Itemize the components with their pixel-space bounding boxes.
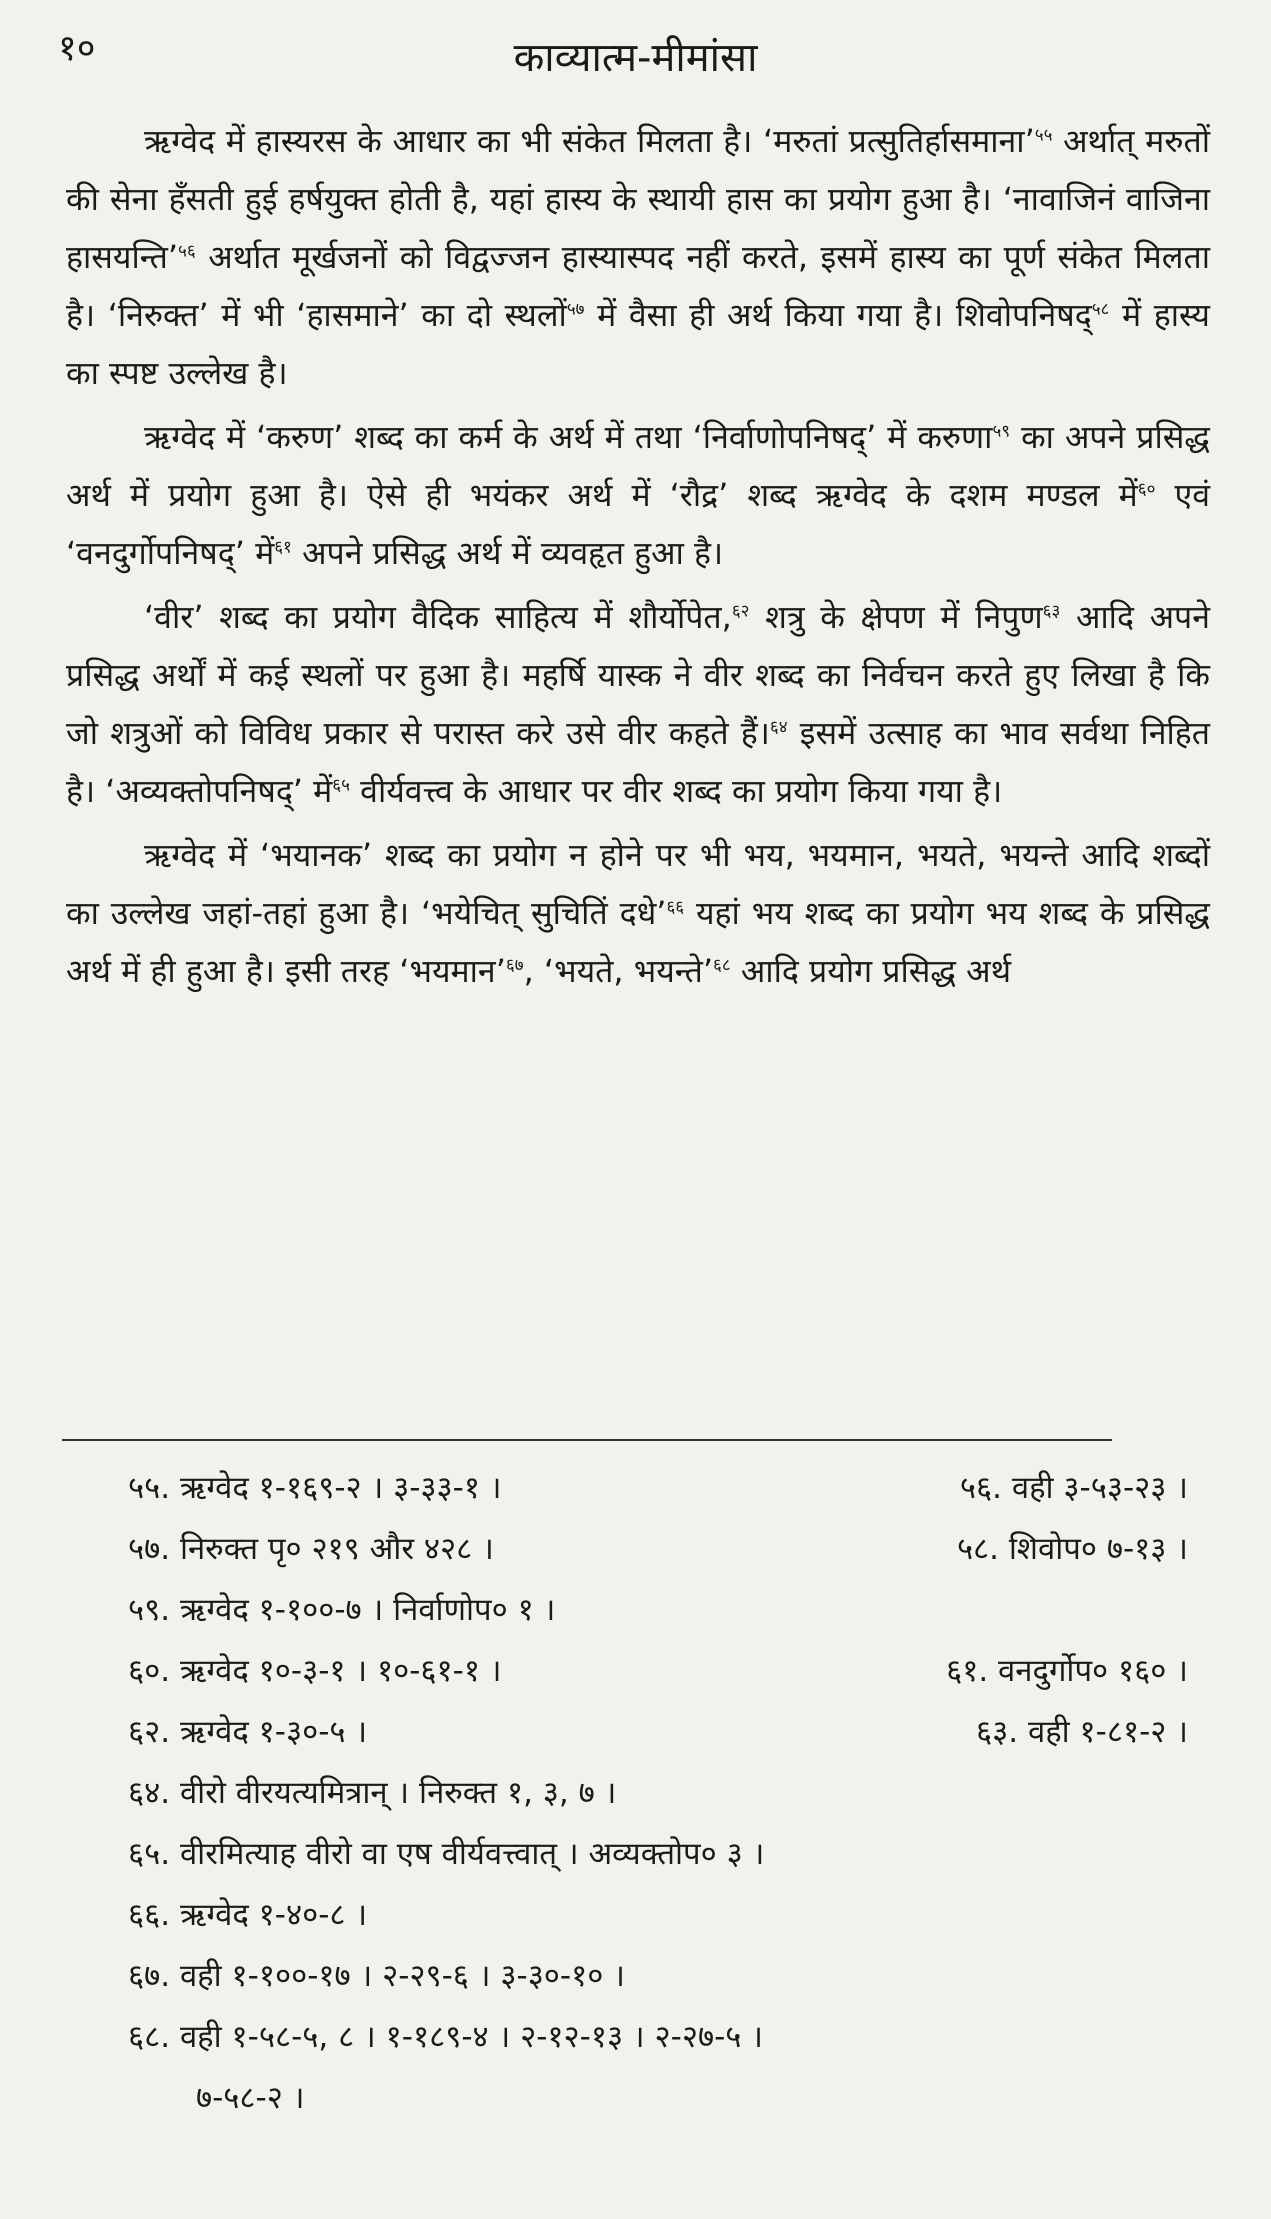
footnote-ref: ६१: [274, 537, 292, 558]
paragraph-text: , ‘भयते, भयन्ते’: [523, 952, 714, 990]
paragraph: [66, 112, 1210, 402]
paragraph-text: अपने प्रसिद्ध अर्थ में व्यवहृत हुआ है।: [291, 534, 724, 572]
paragraph-text: यहां भय शब्द का प्रयोग भय शब्द के प्रसिद्ध अर्थ में ही हुआ है। इसी तरह ‘भयमान’: [66, 894, 1210, 990]
footnote-ref: ५८: [1091, 299, 1110, 320]
footnote-entry: ६३. वही १-८१-२ ।: [976, 1713, 1188, 1750]
paragraph-text: अर्थात् मरुतों की सेना हँसती हुई हर्षयुक्त होती है, यहां हास्य के स्थायी हास का प्रयोग हुआ है। ‘नावाजिनं वाजिना हासयन्ति’: [66, 122, 1210, 276]
paragraph-text: का अपने प्रसिद्ध अर्थ में प्रयोग हुआ है। ऐसे ही भयंकर अर्थ में ‘रौद्र’ शब्द ऋग्वेद के दशम मण्डल में: [66, 418, 1210, 514]
footnote-entry: ५६. वही ३-५३-२३ ।: [959, 1469, 1188, 1506]
footnote-ref: ५५: [1034, 125, 1053, 146]
footnote-row: [128, 1639, 1188, 1700]
paragraph-text: में हास्य का स्पष्ट उल्लेख है।: [66, 296, 1210, 392]
paragraph-text: एवं ‘वनदुर्गोपनिषद्’ में: [66, 476, 1210, 572]
footnote-entry: ६८. वही १-५८-५, ८ । १-१८९-४ । २-१२-१३ । २-२७-५ ।: [128, 2018, 763, 2055]
footnote-entry: ५८. शिवोप० ७-१३ ।: [956, 1530, 1188, 1567]
body-text: [66, 112, 1210, 1006]
footnote-ref: ६४: [769, 717, 788, 738]
footnote-row: [128, 1700, 1188, 1761]
footnote-entry: ६२. ऋग्वेद १-३०-५ ।: [128, 1713, 368, 1750]
footnote-entry: ६६. ऋग्वेद १-४०-८ ।: [128, 1896, 368, 1933]
footnote-row: [128, 1517, 1188, 1578]
paragraph: [66, 408, 1210, 582]
paragraph-text: शत्रु के क्षेपण में निपुण: [749, 598, 1043, 636]
footnote-entry: ६१. वनदुर्गोप० १६० ।: [946, 1652, 1188, 1689]
footnote-row: [128, 1944, 1188, 2005]
paragraph: [66, 588, 1210, 820]
paragraph-text: ऋग्वेद में ‘भयानक’ शब्द का प्रयोग न होने पर भी भय, भयमान, भयते, भयन्ते आदि शब्दों का उल्लेख जहां-तहां हुआ है। ‘भयेचित् सुचितिं दधे’: [66, 836, 1210, 932]
footnote-entry: ५९. ऋग्वेद १-१००-७ । निर्वाणोप० १ ।: [128, 1591, 556, 1628]
footnote-row: [128, 1761, 1188, 1822]
paragraph-text: ऋग्वेद में हास्यरस के आधार का भी संकेत मिलता है। ‘मरुतां प्रत्सुतिर्हासमाना’: [144, 122, 1035, 160]
footnote-entry: ५५. ऋग्वेद १-१६९-२ । ३-३३-१ ।: [128, 1469, 502, 1506]
footnote-ref: ५९: [992, 421, 1011, 442]
footnote-ref: ६६: [666, 897, 685, 918]
footnote-entry: ६०. ऋग्वेद १०-३-१ । १०-६१-१ ।: [128, 1652, 502, 1689]
footnote-ref: ६२: [731, 601, 750, 622]
running-title: काव्यात्म-मीमांसा: [513, 35, 758, 81]
footnote-ref: ६८: [713, 955, 731, 976]
footnote-ref: ५७: [566, 299, 585, 320]
footnote-ref: ५६: [178, 241, 196, 262]
footnote-row: [128, 1883, 1188, 1944]
footnote-ref: ६३: [1042, 601, 1061, 622]
footnote-row: [128, 1456, 1188, 1517]
footnote-row: [128, 2005, 1188, 2066]
footnote-row: [128, 1822, 1188, 1883]
footnote-continuation: ७-५८-२ ।: [196, 2079, 305, 2116]
paragraph: [66, 826, 1210, 1000]
footnote-entry: ५७. निरुक्त पृ० २१९ और ४२८ ।: [128, 1530, 494, 1567]
paragraph-text: ‘वीर’ शब्द का प्रयोग वैदिक साहित्य में शौर्योपेत,: [144, 598, 732, 636]
paragraph-text: आदि अपने प्रसिद्ध अर्थों में कई स्थलों पर हुआ है। महर्षि यास्क ने वीर शब्द का निर्वचन करते हुए लिखा है कि जो शत्रुओं को विविध प्रकार से परास्त करे उसे वीर कहते हैं।: [66, 598, 1210, 752]
footnote-entry: ६५. वीरमित्याह वीरो वा एष वीर्यवत्त्वात् । अव्यक्तोप० ३ ।: [128, 1835, 765, 1872]
paragraph-text: इसमें उत्साह का भाव सर्वथा निहित है। ‘अव्यक्तोपनिषद्’ में: [66, 714, 1210, 810]
paragraph-text: वीर्यवत्त्व के आधार पर वीर शब्द का प्रयोग किया गया है।: [349, 772, 1003, 810]
footnote-ref: ६७: [505, 955, 524, 976]
footnote-entry: ६७. वही १-१००-१७ । २-२९-६ । ३-३०-१० ।: [128, 1957, 625, 1994]
footnote-entry: ६४. वीरो वीरयत्यमित्रान् । निरुक्त १, ३, ७ ।: [128, 1774, 617, 1811]
footnote-row: [128, 1578, 1188, 1639]
footnote-ref: ६५: [332, 775, 350, 796]
footnotes: [128, 1456, 1188, 2127]
paragraph-text: ऋग्वेद में ‘करुण’ शब्द का कर्म के अर्थ में तथा ‘निर्वाणोपनिषद्’ में करुणा: [144, 418, 993, 456]
footnote-ref: ६०: [1137, 479, 1156, 500]
footnote-rule: [62, 1439, 1112, 1441]
page-number: १०: [58, 28, 96, 69]
paragraph-text: अर्थात मूर्खजनों को विद्वज्जन हास्यास्पद नहीं करते, इसमें हास्य का पूर्ण संकेत मिलता है। ‘निरुक्त’ में भी ‘हासमाने’ का दो स्थलों: [66, 238, 1210, 334]
paragraph-text: में वैसा ही अर्थ किया गया है। शिवोपनिषद्: [584, 296, 1092, 334]
paragraph-text: आदि प्रयोग प्रसिद्ध अर्थ: [730, 952, 1012, 990]
